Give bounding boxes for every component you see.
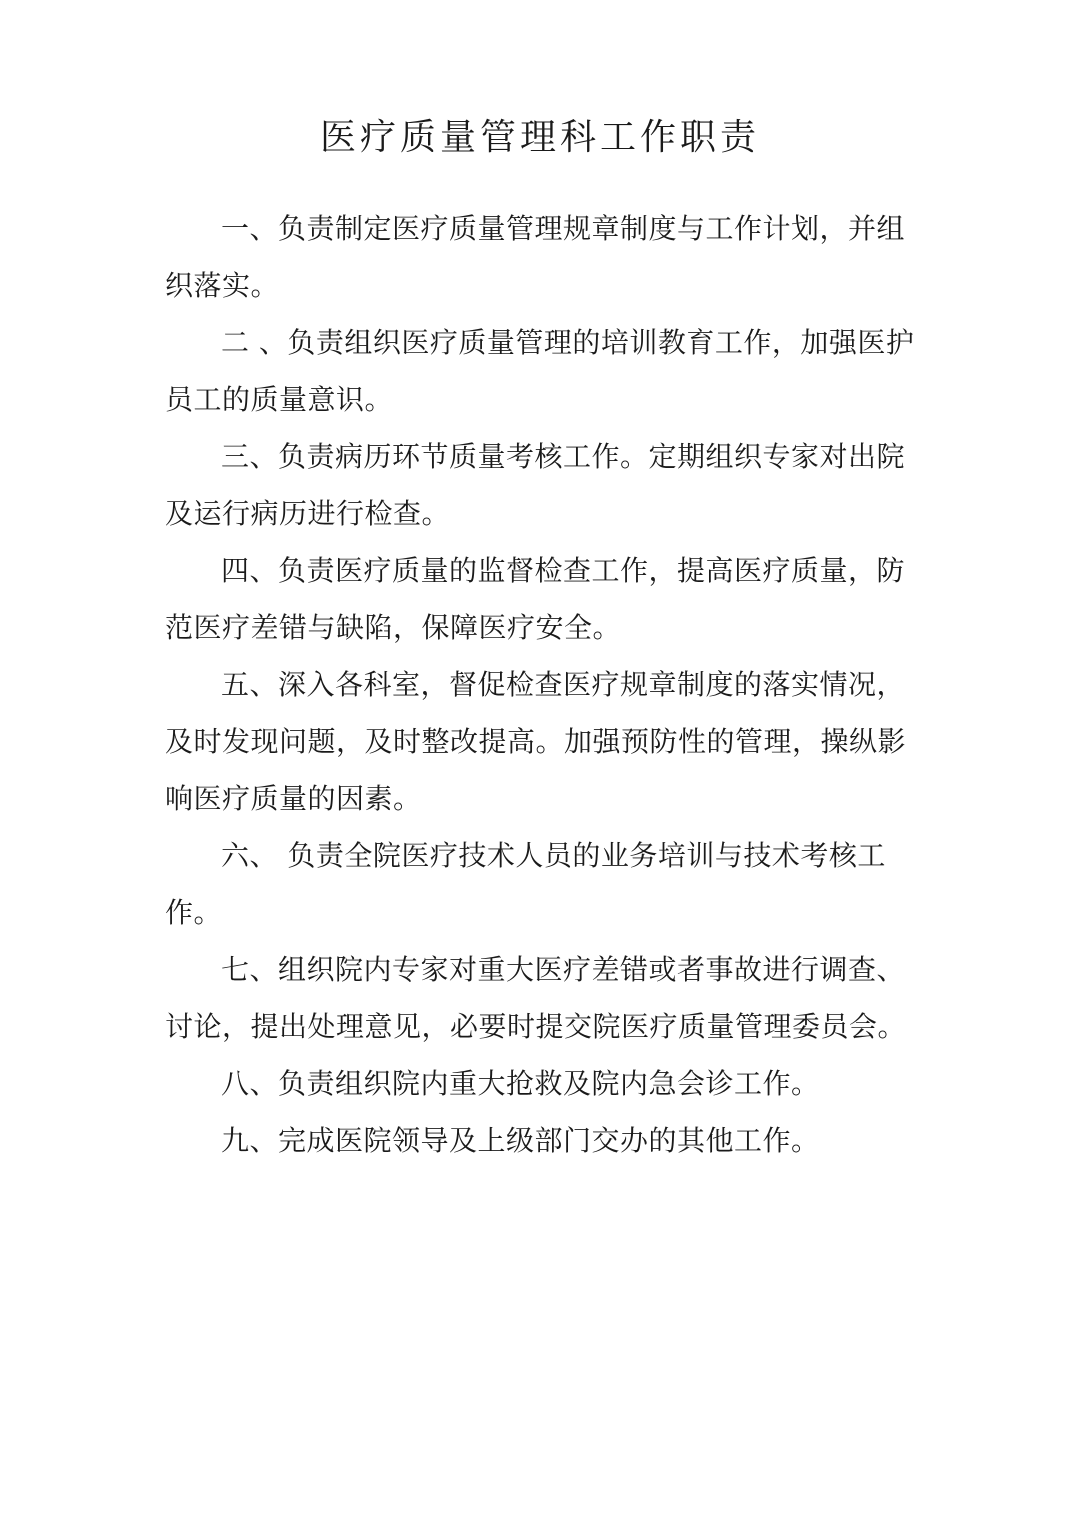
paragraph-2 xyxy=(165,314,915,428)
paragraph-line: 五、深入各科室，督促检查医疗规章制度的落实情况， xyxy=(221,668,906,701)
paragraph-1 xyxy=(165,200,915,314)
paragraph-line: 四、负责医疗质量的监督检查工作，提高医疗质量，防 xyxy=(221,554,906,587)
paragraph-3 xyxy=(165,428,915,542)
paragraph-line: 六、 负责全院医疗技术人员的业务培训与技术考核工 xyxy=(221,839,886,872)
paragraph-line: 一、负责制定医疗质量管理规章制度与工作计划，并组 xyxy=(221,212,906,245)
paragraph-line: 织落实。 xyxy=(165,269,280,302)
paragraph-line: 及时发现问题，及时整改提高。加强预防性的管理，操纵影 xyxy=(165,725,907,758)
paragraph-line: 范医疗差错与缺陷，保障医疗安全。 xyxy=(165,611,622,644)
paragraph-line: 讨论，提出处理意见，必要时提交院医疗质量管理委员会。 xyxy=(165,1010,907,1043)
paragraph-9 xyxy=(165,1112,915,1169)
paragraph-line: 响医疗质量的因素。 xyxy=(165,782,422,815)
paragraph-line: 三、负责病历环节质量考核工作。定期组织专家对出院 xyxy=(221,440,906,473)
document-body xyxy=(165,200,915,1169)
paragraph-line: 员工的质量意识。 xyxy=(165,383,394,416)
paragraph-line: 及运行病历进行检查。 xyxy=(165,497,451,530)
paragraph-line: 九、完成医院领导及上级部门交办的其他工作。 xyxy=(221,1124,820,1157)
paragraph-line: 八、负责组织院内重大抢救及院内急会诊工作。 xyxy=(221,1067,820,1100)
paragraph-8 xyxy=(165,1055,915,1112)
paragraph-line: 二 、负责组织医疗质量管理的培训教育工作，加强医护 xyxy=(221,326,915,359)
paragraph-5 xyxy=(165,656,915,827)
paragraph-4 xyxy=(165,542,915,656)
paragraph-7 xyxy=(165,941,915,1055)
paragraph-line: 作。 xyxy=(165,896,223,929)
paragraph-6 xyxy=(165,827,915,941)
paragraph-line: 七、组织院内专家对重大医疗差错或者事故进行调查、 xyxy=(221,953,906,986)
document-title: 医疗质量管理科工作职责 xyxy=(319,117,760,158)
